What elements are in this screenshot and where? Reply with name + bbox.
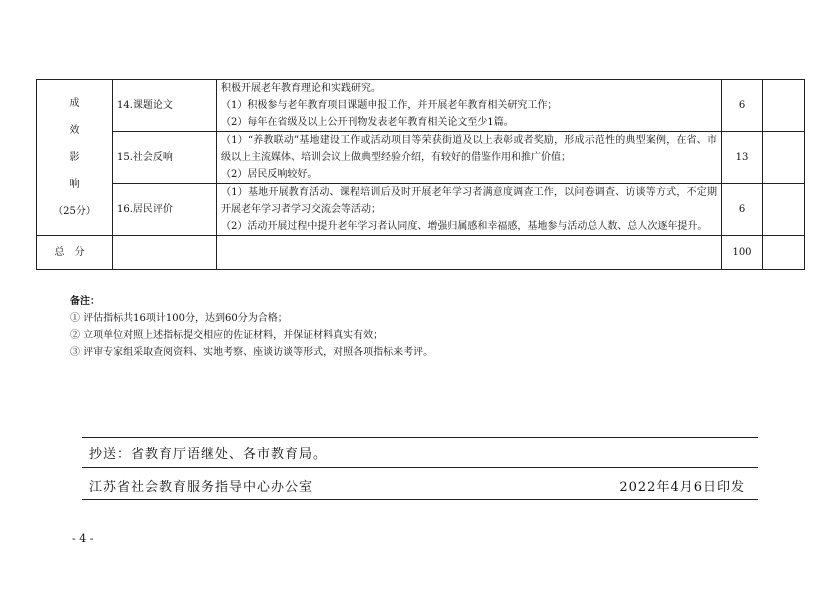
divider-line	[82, 467, 758, 468]
notes-title: 备注：	[70, 296, 100, 307]
cc-line: 抄送：省教育厅语继处、各市教育局。	[89, 447, 328, 462]
item-name: 16.居民评价	[113, 184, 217, 236]
item-score: 6	[722, 80, 763, 132]
item-description	[217, 80, 722, 132]
self-score-cell	[763, 80, 805, 132]
issuing-office: 江苏省社会教育服务指导中心办公室	[89, 480, 314, 495]
item-description	[217, 184, 722, 236]
description-line: （2）每年在省级及以上公开刊物发表老年教育相关论文至少1篇。	[221, 117, 514, 128]
empty-cell	[113, 236, 217, 270]
divider-line	[82, 499, 758, 500]
description-line: （2）活动开展过程中提升老年学习者认同度、增强归属感和幸福感，基地参与活动总人数、总人次逐年提升。	[221, 221, 708, 232]
note-item: ③ 评审专家组采取查阅资料、实地考察、座谈访谈等形式，对照各项指标来考评。	[70, 347, 434, 358]
self-score-cell	[763, 132, 805, 184]
notes	[70, 293, 433, 361]
self-score-cell	[763, 184, 805, 236]
description-line: （1）基地开展教育活动、课程培训后及时开展老年学习者满意度调查工作，以问卷调查、访谈等方式，不定期开展老年学习者学习交流会等活动；	[221, 187, 717, 215]
item-name: 14.课题论文	[113, 80, 217, 132]
description-line: （1）“养教联动”基地建设工作或活动项目等荣获街道及以上表彰或者奖励，形成示范性的典型案例，在省、市级以上主流媒体、培训会议上做典型经验介绍，有较好的借鉴作用和推广价值；	[221, 135, 717, 163]
category-char: 成	[69, 98, 80, 109]
table-row	[37, 184, 805, 236]
table-row	[37, 80, 805, 132]
total-score: 100	[722, 236, 763, 270]
item-description	[217, 132, 722, 184]
category-cell	[37, 80, 113, 236]
category-points: （25分）	[53, 206, 96, 217]
total-row	[37, 236, 805, 270]
empty-cell	[217, 236, 722, 270]
total-label: 总分	[37, 236, 113, 270]
item-score: 13	[722, 132, 763, 184]
issue-date: 2022年4月6日印发	[619, 480, 745, 495]
category-char: 影	[69, 152, 80, 163]
category-char: 效	[69, 125, 80, 136]
description-line: （2）居民反响较好。	[221, 169, 318, 180]
self-score-cell	[763, 236, 805, 270]
page-number: - 4 -	[72, 532, 94, 545]
category-char: 响	[69, 179, 80, 190]
item-score: 6	[722, 184, 763, 236]
description-line: 积极开展老年教育理论和实践研究。	[221, 83, 381, 94]
item-name: 15.社会反响	[113, 132, 217, 184]
table-row	[37, 132, 805, 184]
note-item: ② 立项单位对照上述指标提交相应的佐证材料，并保证材料真实有效；	[70, 330, 384, 341]
note-item: ① 评估指标共16项计100分，达到60分为合格；	[70, 313, 288, 324]
description-line: （1）积极参与老年教育项目课题申报工作，并开展老年教育相关研究工作；	[221, 100, 558, 111]
evaluation-table	[36, 79, 805, 270]
divider-line	[82, 437, 758, 438]
